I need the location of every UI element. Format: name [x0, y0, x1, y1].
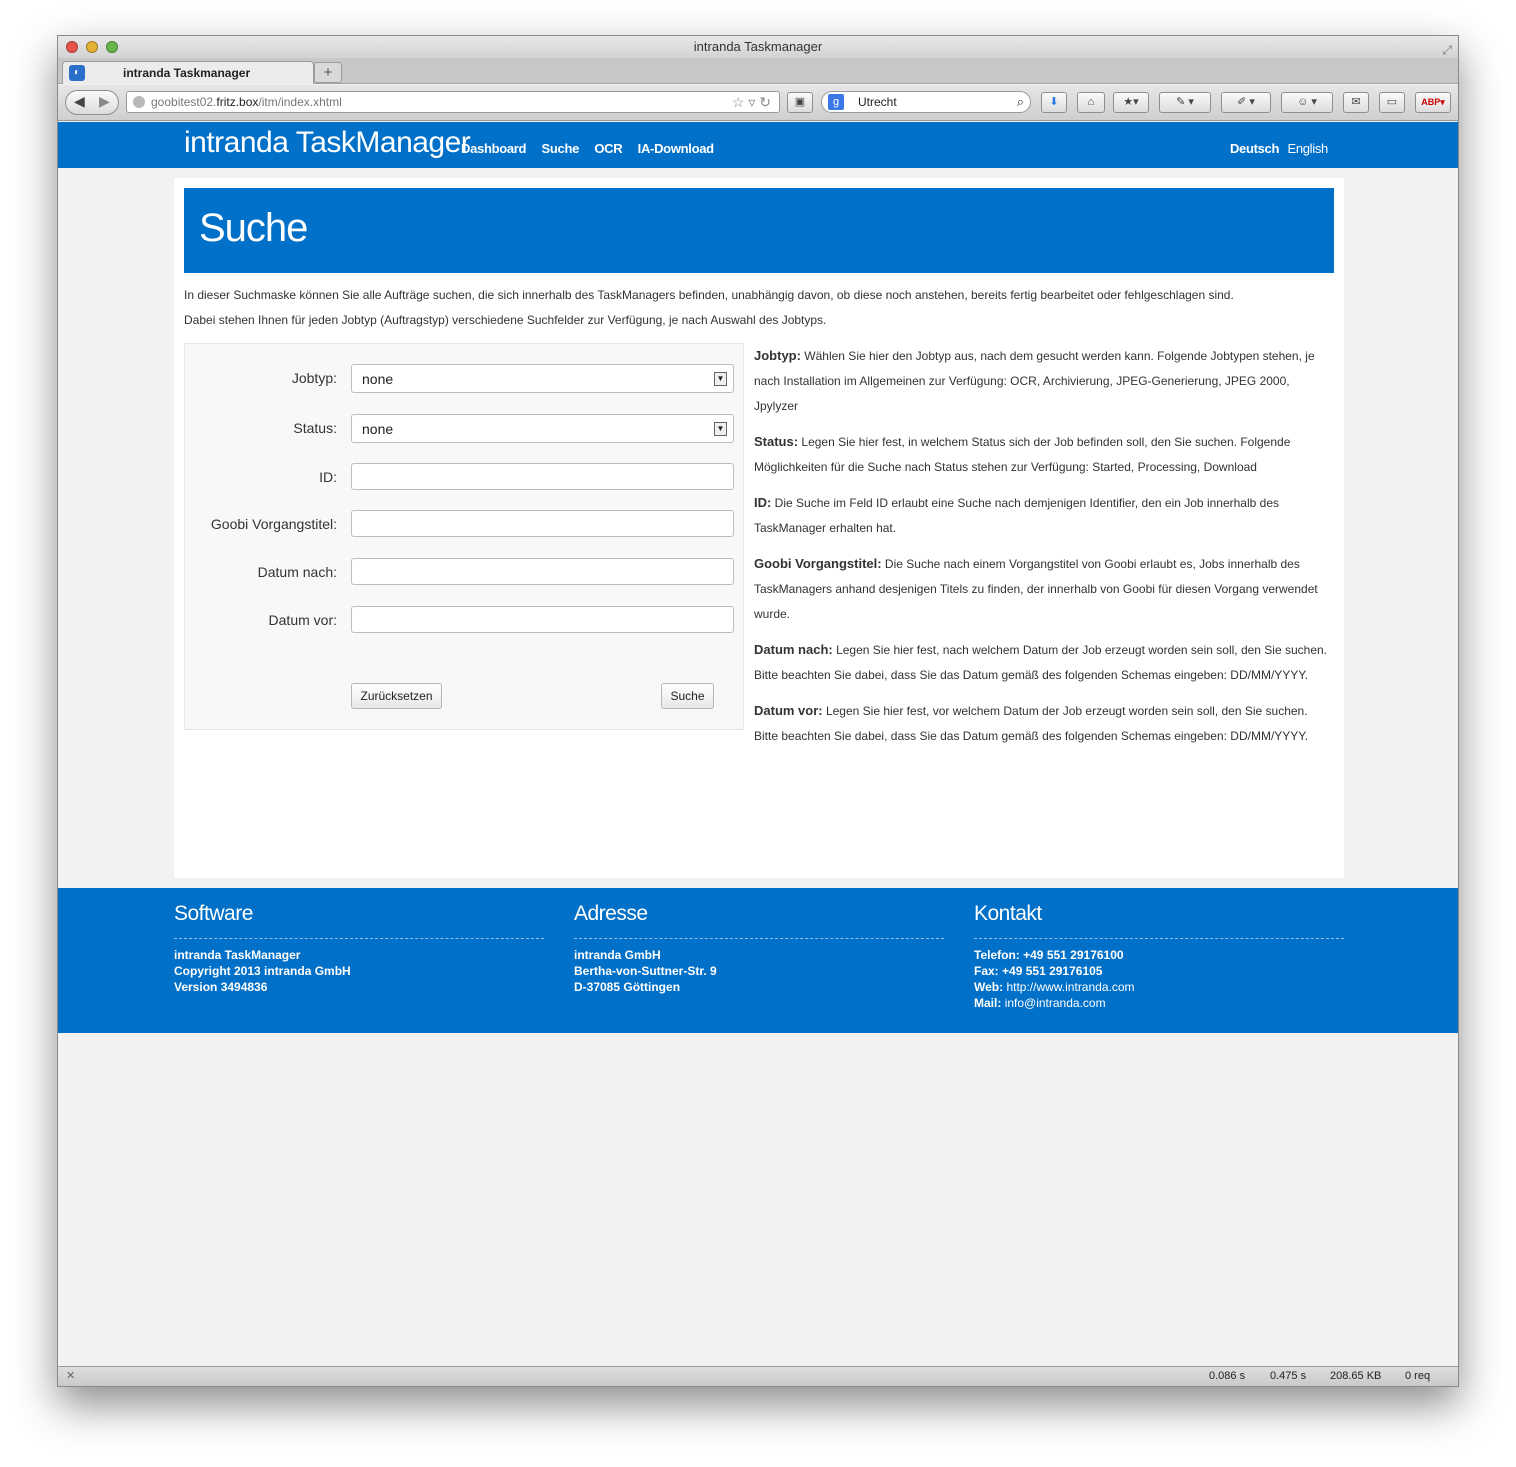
url-host: fritz.box	[216, 95, 259, 109]
download-icon[interactable]: ⬇	[1041, 92, 1067, 113]
page-viewport	[58, 122, 1458, 1368]
id-label: ID:	[319, 469, 337, 485]
adblock-icon[interactable]: ABP▾	[1415, 92, 1451, 113]
intro-line-1: In dieser Suchmaske können Sie alle Aufträge suchen, die sich innerhalb des TaskManagers befinden, unabhängig davon, ob diese noch anstehen, bereits fertig bearbeitet oder fehlgeschlagen sind.	[184, 288, 1234, 302]
url-host-prefix: goobitest02.	[151, 95, 217, 109]
status-value: none	[362, 421, 394, 437]
bookmark-menu-icon[interactable]: ★▾	[1113, 92, 1149, 113]
home-icon[interactable]: ⌂	[1077, 92, 1105, 113]
vorgangstitel-input[interactable]	[351, 510, 734, 537]
datum-vor-label: Datum vor:	[268, 612, 337, 628]
tools-menu-icon[interactable]: ✐ ▾	[1221, 92, 1271, 113]
search-query: Utrecht	[858, 95, 897, 109]
status-time-2: 0.475 s	[1270, 1370, 1307, 1382]
intro-line-2: Dabei stehen Ihnen für jeden Jobtyp (Auftragstyp) verschiedene Suchfelder zur Verfügung, je nach Auswahl des Jobtyps.	[184, 313, 827, 327]
back-forward-buttons	[65, 90, 119, 115]
help-datum-nach: Datum nach: Legen Sie hier fest, nach welchem Datum der Job erzeugt worden sein soll, den Sie suchen. Bitte beachten Sie dabei, dass Sie das Datum gemäß des folgenden Schemas eingeben: DD/MM/YYYY.	[754, 642, 1328, 682]
minimize-window-button[interactable]	[86, 41, 98, 53]
extension-menu-icon[interactable]: ✎ ▾	[1159, 92, 1211, 113]
search-button[interactable]: Suche	[661, 683, 714, 709]
status-bar	[58, 1366, 1458, 1386]
vorgangstitel-label: Goobi Vorgangstitel:	[210, 516, 337, 532]
lang-english[interactable]: English	[1287, 141, 1328, 156]
help-text	[754, 343, 1329, 759]
id-row	[185, 463, 745, 493]
footer-line: intranda TaskManager	[174, 948, 301, 962]
forward-arrow-icon[interactable]: ▶	[99, 93, 110, 109]
site-logo[interactable]: intranda TaskManager	[184, 126, 471, 159]
page-banner	[184, 188, 1334, 273]
footer-software-title: Software	[174, 902, 544, 939]
ruler-icon[interactable]: ▭	[1379, 92, 1405, 113]
jobtyp-label: Jobtyp:	[291, 370, 337, 386]
footer-mail-link[interactable]: info@intranda.com	[1004, 996, 1106, 1010]
jobtyp-row	[185, 364, 745, 394]
lang-deutsch[interactable]: Deutsch	[1229, 141, 1280, 156]
site-header	[58, 122, 1458, 168]
footer-line: Version 3494836	[174, 980, 268, 994]
footer-address	[574, 902, 944, 995]
addon-menu-icon[interactable]: ☺ ▾	[1281, 92, 1333, 113]
notes-icon[interactable]: ✉	[1343, 92, 1369, 113]
window-title: intranda Taskmanager	[693, 39, 823, 54]
status-select[interactable]	[351, 414, 734, 443]
datum-vor-input[interactable]	[351, 606, 734, 633]
footer-web-link[interactable]: http://www.intranda.com	[1006, 980, 1135, 994]
help-status: Status: Legen Sie hier fest, in welchem Status sich der Job befinden soll, den Sie suchen. Folgende Möglichkeiten für die Suche nach Status stehen zur Verfügung: Started, Processing, Download	[754, 434, 1291, 474]
new-tab-button[interactable]: +	[314, 62, 342, 83]
footer-web: Web: http://www.intranda.com	[974, 980, 1135, 994]
footer-contact	[974, 902, 1344, 1011]
chevron-down-icon: ▼	[714, 422, 727, 436]
datum-nach-input[interactable]	[351, 558, 734, 585]
search-icon[interactable]: ⌕	[1016, 94, 1024, 109]
nav-dashboard[interactable]: Dashboard	[461, 141, 527, 156]
id-input[interactable]	[351, 463, 734, 490]
status-size: 208.65 KB	[1330, 1370, 1382, 1382]
reset-button[interactable]: Zurücksetzen	[351, 683, 442, 709]
zoom-window-button[interactable]	[106, 41, 118, 53]
tab-title: intranda Taskmanager	[123, 66, 251, 80]
chevron-down-icon: ▼	[714, 372, 727, 386]
datum-vor-row	[185, 606, 745, 636]
nav-ocr[interactable]: OCR	[594, 141, 623, 156]
intro-text	[184, 283, 1334, 333]
vorgang-row	[185, 510, 745, 540]
title-bar	[58, 36, 1458, 58]
url-path: /itm/index.xhtml	[258, 95, 342, 109]
address-bar[interactable]	[126, 91, 780, 113]
search-bar[interactable]	[821, 91, 1031, 113]
nav-suche[interactable]: Suche	[541, 141, 580, 156]
footer-line: Bertha-von-Suttner-Str. 9	[574, 964, 717, 978]
help-datum-vor: Datum vor: Legen Sie hier fest, vor welchem Datum der Job erzeugt worden sein soll, den Sie suchen. Bitte beachten Sie dabei, dass Sie das Datum gemäß des folgenden Schemas eingeben: DD/MM/YYYY.	[754, 703, 1309, 743]
jobtyp-select[interactable]	[351, 364, 734, 393]
help-jobtyp: Jobtyp: Wählen Sie hier den Jobtyp aus, nach dem gesucht werden kann. Folgende Jobtypen stehen, je nach Installation im Allgemeinen zur Verfügung: OCR, Archivierung, JPEG-Generierung, JPEG 2000, Jpylyzer	[754, 348, 1315, 413]
bookmarks-panel-icon[interactable]: ▣	[787, 92, 813, 113]
status-time-1: 0.086 s	[1209, 1370, 1246, 1382]
tab-strip	[58, 58, 1458, 84]
bookmark-star-icon[interactable]: ☆ ▿ ↻	[731, 94, 771, 110]
content-panel	[174, 178, 1344, 878]
footer-line: Copyright 2013 intranda GmbH	[174, 964, 351, 978]
jobtyp-value: none	[362, 371, 394, 387]
browser-tab[interactable]	[62, 61, 314, 84]
status-row	[185, 414, 745, 444]
fullscreen-icon[interactable]: ⤢	[1442, 43, 1452, 57]
datum-nach-label: Datum nach:	[257, 564, 337, 580]
browser-window	[57, 35, 1459, 1387]
back-arrow-icon[interactable]: ◀	[74, 93, 85, 109]
footer-contact-title: Kontakt	[974, 902, 1344, 939]
close-icon[interactable]: ✕	[66, 1370, 76, 1382]
footer-mail: Mail: info@intranda.com	[974, 996, 1106, 1010]
navigation-toolbar	[58, 85, 1458, 121]
favicon-icon: ◐	[69, 65, 85, 81]
status-label: Status:	[293, 420, 337, 436]
footer-phone: Telefon: +49 551 29176100	[974, 948, 1124, 962]
status-requests: 0 req	[1405, 1370, 1431, 1382]
search-form	[184, 343, 744, 730]
site-footer	[58, 888, 1458, 1033]
nav-ia-download[interactable]: IA-Download	[637, 141, 714, 156]
help-vorgangstitel: Goobi Vorgangstitel: Die Suche nach einem Vorgangstitel von Goobi erlaubt es, Jobs innerhalb des TaskManagers anhand desjenigen Titels zu finden, der innerhalb von Goobi für diesen Vorgang verwendet wurde.	[754, 556, 1318, 621]
footer-address-title: Adresse	[574, 902, 944, 939]
page-title: Suche	[199, 206, 308, 250]
footer-line: intranda GmbH	[574, 948, 661, 962]
help-id: ID: Die Suche im Feld ID erlaubt eine Suche nach demjenigen Identifier, den ein Job innerhalb des TaskManager erhalten hat.	[754, 495, 1279, 535]
form-actions	[185, 683, 745, 713]
google-icon: g	[828, 94, 844, 110]
globe-icon	[133, 96, 145, 108]
main-navigation	[461, 141, 726, 156]
close-window-button[interactable]	[66, 41, 78, 53]
datum-nach-row	[185, 558, 745, 588]
language-switch	[1230, 141, 1328, 156]
footer-software	[174, 902, 544, 995]
footer-line: D-37085 Göttingen	[574, 980, 681, 994]
footer-fax: Fax: +49 551 29176105	[974, 964, 1103, 978]
